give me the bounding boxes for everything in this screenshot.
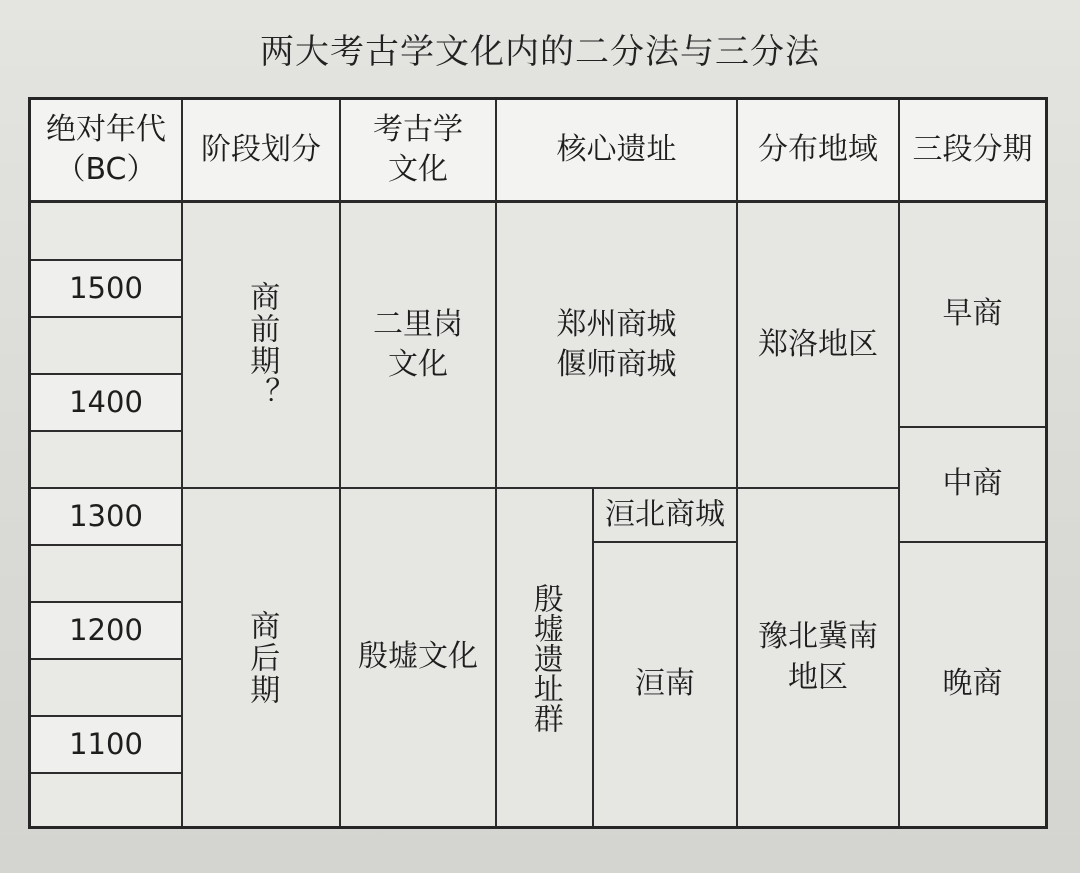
year-1300: 1300 <box>31 489 183 546</box>
year-band-blank <box>31 203 183 261</box>
culture-yinxu: 殷墟文化 <box>341 489 497 826</box>
header-stage: 阶段划分 <box>183 100 341 203</box>
year-1100: 1100 <box>31 717 183 774</box>
header-region: 分布地域 <box>738 100 900 203</box>
year-1200: 1200 <box>31 603 183 660</box>
year-band-blank <box>31 660 183 717</box>
sites-yinxu-group-label: 殷墟遗址群 <box>527 582 563 733</box>
year-band-blank <box>31 318 183 375</box>
year-1400: 1400 <box>31 375 183 432</box>
year-band-blank <box>31 774 183 826</box>
period-late: 晚商 <box>900 543 1045 826</box>
stage-late-label: 商后期 <box>244 609 280 706</box>
sites-huannan: 洹南 <box>594 543 738 826</box>
year-band-blank <box>31 432 183 489</box>
culture-erligang: 二里岗 文化 <box>341 203 497 489</box>
year-1500: 1500 <box>31 261 183 318</box>
table-title: 两大考古学文化内的二分法与三分法 <box>260 32 820 72</box>
sites-yinxu-group <box>497 489 594 826</box>
header-culture: 考古学 文化 <box>341 100 497 203</box>
sites-early: 郑州商城 偃师商城 <box>497 203 738 489</box>
stage-late <box>183 489 341 826</box>
period-middle: 中商 <box>900 428 1045 543</box>
sites-huanbei: 洹北商城 <box>594 489 738 543</box>
period-early: 早商 <box>900 203 1045 428</box>
header-core-sites: 核心遗址 <box>497 100 738 203</box>
year-band-blank <box>31 546 183 603</box>
header-absolute-age: 绝对年代 （BC） <box>31 100 183 203</box>
region-late: 豫北冀南 地区 <box>738 489 900 826</box>
chronology-table <box>28 97 1048 829</box>
stage-early-label: 商前期？ <box>244 281 280 409</box>
header-three-period: 三段分期 <box>900 100 1045 203</box>
region-early: 郑洛地区 <box>738 203 900 489</box>
stage-early <box>183 203 341 489</box>
